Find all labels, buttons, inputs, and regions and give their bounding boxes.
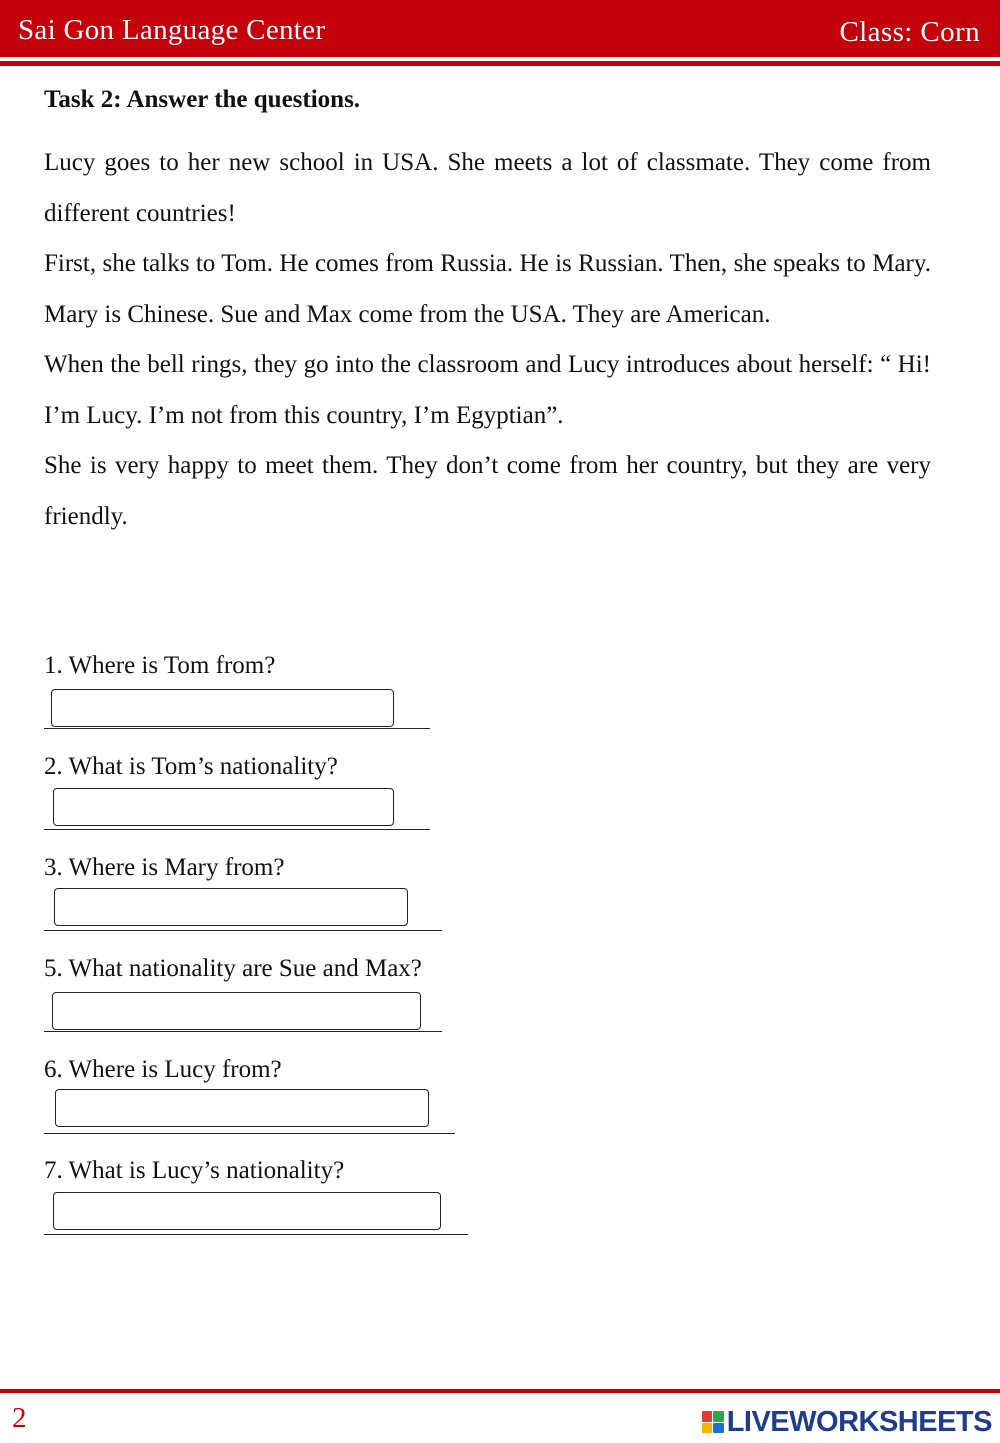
answer-input-7[interactable] xyxy=(53,1192,441,1230)
answer-input-5[interactable] xyxy=(52,992,421,1030)
passage-paragraph: First, she talks to Tom. He comes from Russia. He is Russian. Then, she speaks to Mary. Mary is Chinese. Sue and Max come from the USA. They are American. xyxy=(44,250,931,328)
question-1-label: 1. Where is Tom from? xyxy=(44,652,276,679)
page-number: 2 xyxy=(12,1402,27,1434)
question-6-label: 6. Where is Lucy from? xyxy=(44,1056,282,1083)
answer-underline xyxy=(44,930,442,931)
question-3-label: 3. Where is Mary from? xyxy=(44,854,285,881)
brand-name: LIVEWORKSHEETS xyxy=(726,1405,992,1438)
passage-paragraph: She is very happy to meet them. They don’t come from her country, but they are very friendly. xyxy=(44,452,931,530)
answer-underline xyxy=(44,1234,468,1235)
question-5-label: 5. What nationality are Sue and Max? xyxy=(44,955,422,982)
passage-paragraph: Lucy goes to her new school in USA. She meets a lot of classmate. They come from different countries! xyxy=(44,149,931,227)
passage-paragraph: When the bell rings, they go into the classroom and Lucy introduces about herself: “ Hi! I’m Lucy. I’m not from this country, I’m Egyptian”. xyxy=(44,351,931,429)
question-2-label: 2. What is Tom’s nationality? xyxy=(44,753,338,780)
task-title: Task 2: Answer the questions. xyxy=(44,86,361,113)
footer-divider xyxy=(0,1389,1000,1393)
answer-underline xyxy=(44,728,430,729)
header-divider xyxy=(0,61,1000,66)
question-7-label: 7. What is Lucy’s nationality? xyxy=(44,1157,345,1184)
answer-input-1[interactable] xyxy=(51,689,394,727)
answer-underline xyxy=(44,829,430,830)
brand-logo[interactable] xyxy=(702,1406,992,1438)
answer-underline xyxy=(44,1031,442,1032)
header-title: Sai Gon Language Center xyxy=(18,14,326,46)
answer-input-6[interactable] xyxy=(55,1089,429,1127)
answer-input-2[interactable] xyxy=(53,788,394,826)
liveworksheets-logo-icon xyxy=(702,1411,724,1433)
answer-input-3[interactable] xyxy=(54,888,408,926)
class-label: Class: Corn xyxy=(839,16,980,48)
answer-underline xyxy=(44,1133,455,1134)
reading-passage xyxy=(44,138,931,542)
